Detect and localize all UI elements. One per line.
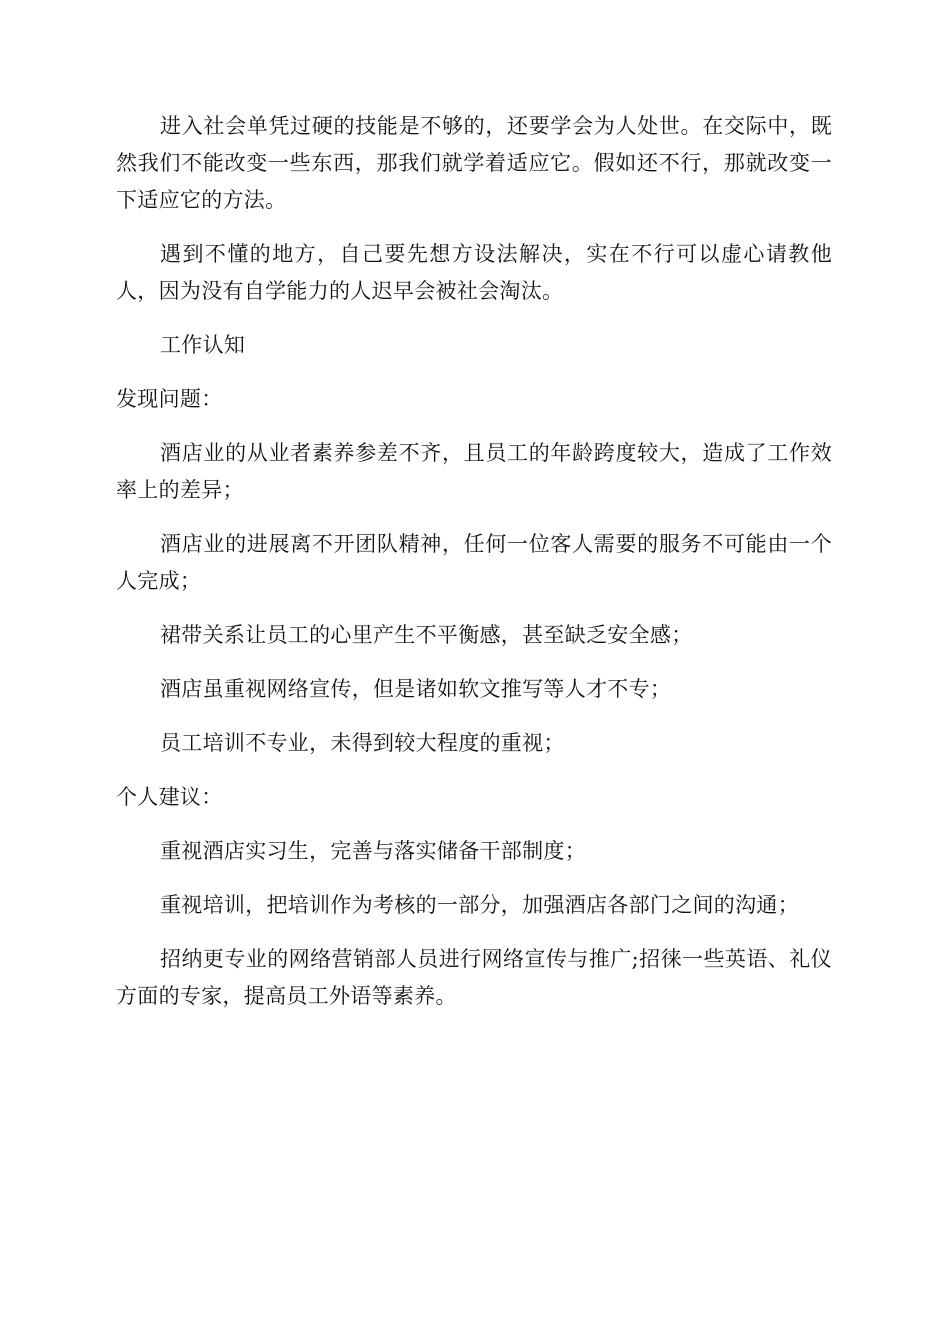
section-heading-work-cognition: 工作认知 [160,333,246,357]
list-item-problem: 裙带关系让员工的心里产生不平衡感，甚至缺乏安全感； [160,623,693,647]
paragraph-social-skills: 进入社会单凭过硬的技能是不够的，还要学会为人处世。在交际中，既然我们不能改变一些东西，那我们就学着适应它。假如还不行，那就改变一下适应它的方法。 [116,114,832,212]
list-item-problem: 酒店虽重视网络宣传，但是诸如软文推写等人才不专； [160,677,672,701]
document-body [116,108,832,1032]
subheading-problems-found: 发现问题： [116,387,223,411]
list-item-problem: 员工培训不专业，未得到较大程度的重视； [160,731,565,755]
subheading-personal-suggestions: 个人建议： [116,785,223,809]
paragraph-self-learning: 遇到不懂的地方，自己要先想方设法解决，实在不行可以虚心请教他人，因为没有自学能力的人迟早会被社会淘汰。 [116,242,832,303]
list-item-suggestion: 招纳更专业的网络营销部人员进行网络宣传与推广;招徕一些英语、礼仪方面的专家，提高员工外语等素养。 [116,947,832,1008]
list-item-suggestion: 重视培训，把培训作为考核的一部分，加强酒店各部门之间的沟通； [160,893,799,917]
list-item-problem: 酒店业的进展离不开团队精神，任何一位客人需要的服务不可能由一个人完成； [116,532,832,593]
list-item-suggestion: 重视酒店实习生，完善与落实储备干部制度； [160,839,586,863]
list-item-problem: 酒店业的从业者素养参差不齐，且员工的年龄跨度较大，造成了工作效率上的差异； [116,441,832,502]
